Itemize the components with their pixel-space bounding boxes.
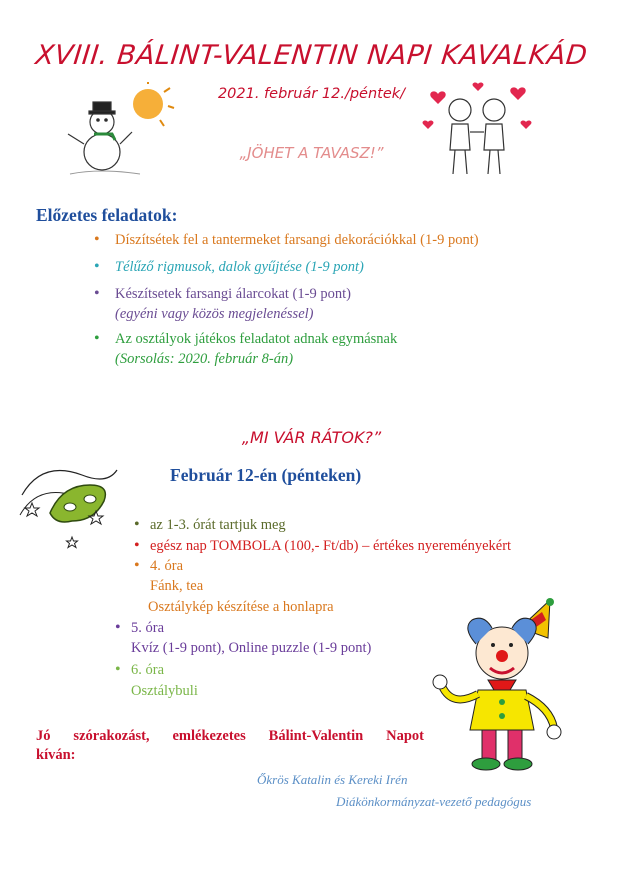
program-item — [134, 515, 286, 535]
program-item-text: Fánk, tea — [150, 578, 204, 594]
snowman-sun-illustration — [60, 82, 180, 182]
preparation-item-text: Díszítsétek fel a tantermeket farsangi dekorációkkal (1-9 pont) — [115, 232, 479, 248]
signature-names: Őkrös Katalin és Kereki Irén — [257, 772, 408, 787]
preparation-item-text: Készítsetek farsangi álarcokat (1-9 pont) — [115, 286, 351, 302]
program-item — [134, 556, 184, 576]
program-item — [131, 681, 198, 701]
preparation-item-text: Télűző rigmusok, dalok gyűjtése (1-9 pont) — [115, 259, 364, 275]
program-item-text: az 1-3. órát tartjuk meg — [150, 517, 286, 533]
program-item-text: Osztálybuli — [131, 683, 198, 699]
clown-icon — [433, 598, 561, 770]
bullet-icon: • — [134, 516, 140, 533]
preparation-item-text: Az osztályok játékos feladatot adnak egymásnak — [115, 331, 398, 347]
preparation-item — [94, 257, 364, 277]
program-item — [134, 536, 512, 556]
preparation-item-note: (egyéni vagy közös megjelenéssel) — [115, 306, 314, 322]
signature-role: Diákönkormányzat-vezető pedagógus — [336, 794, 532, 809]
bullet-icon: • — [134, 537, 140, 554]
program-heading: „MI VÁR RÁTOK?” — [241, 428, 382, 447]
bullet-icon: • — [94, 330, 100, 347]
clown-illustration — [432, 598, 582, 773]
program-item-text: Osztálykép készítése a honlapra — [148, 599, 334, 615]
carnival-mask-illustration — [12, 455, 127, 555]
bullet-icon: • — [115, 661, 121, 678]
snowman-icon — [68, 102, 132, 170]
program-item — [148, 597, 334, 617]
closing-greeting: Jó szórakozást, emlékezetes Bálint-Valentin Napot — [36, 728, 424, 744]
program-item — [115, 618, 165, 638]
sun-icon — [133, 82, 174, 126]
bullet-icon: • — [115, 619, 121, 636]
preparation-item — [94, 284, 351, 324]
program-item-text: Kvíz (1-9 pont), Online puzzle (1-9 pont) — [131, 640, 372, 656]
bullet-icon: • — [94, 258, 100, 275]
program-item — [115, 660, 165, 680]
couple-hearts-illustration — [418, 82, 538, 182]
heart-icon — [423, 83, 532, 129]
program-item-text: 5. óra — [131, 620, 165, 636]
mask-icon — [50, 485, 105, 522]
program-item-text: 4. óra — [150, 558, 184, 574]
program-item — [150, 576, 203, 596]
program-item — [131, 638, 371, 658]
preparation-item — [94, 329, 398, 369]
program-item-text: 6. óra — [131, 662, 165, 678]
children-icon — [449, 99, 505, 174]
page-title: XVIII. BÁLINT-VALENTIN NAPI KAVALKÁD — [34, 40, 589, 71]
preparation-item-note: (Sorsolás: 2020. február 8-án) — [115, 351, 294, 367]
preparation-item — [94, 230, 479, 250]
bullet-icon: • — [94, 285, 100, 302]
program-date: Február 12-én (pénteken) — [170, 465, 362, 485]
closing-greeting-end: kíván: — [36, 747, 76, 763]
motto: „JÖHET A TAVASZ!” — [239, 144, 384, 162]
bullet-icon: • — [94, 231, 100, 248]
event-date: 2021. február 12./péntek/ — [217, 86, 406, 102]
program-item-text: egész nap TOMBOLA (100,- Ft/db) – értékes nyereményekért — [150, 538, 512, 554]
preparation-heading: Előzetes feladatok: — [36, 205, 178, 225]
bullet-icon: • — [134, 557, 140, 574]
